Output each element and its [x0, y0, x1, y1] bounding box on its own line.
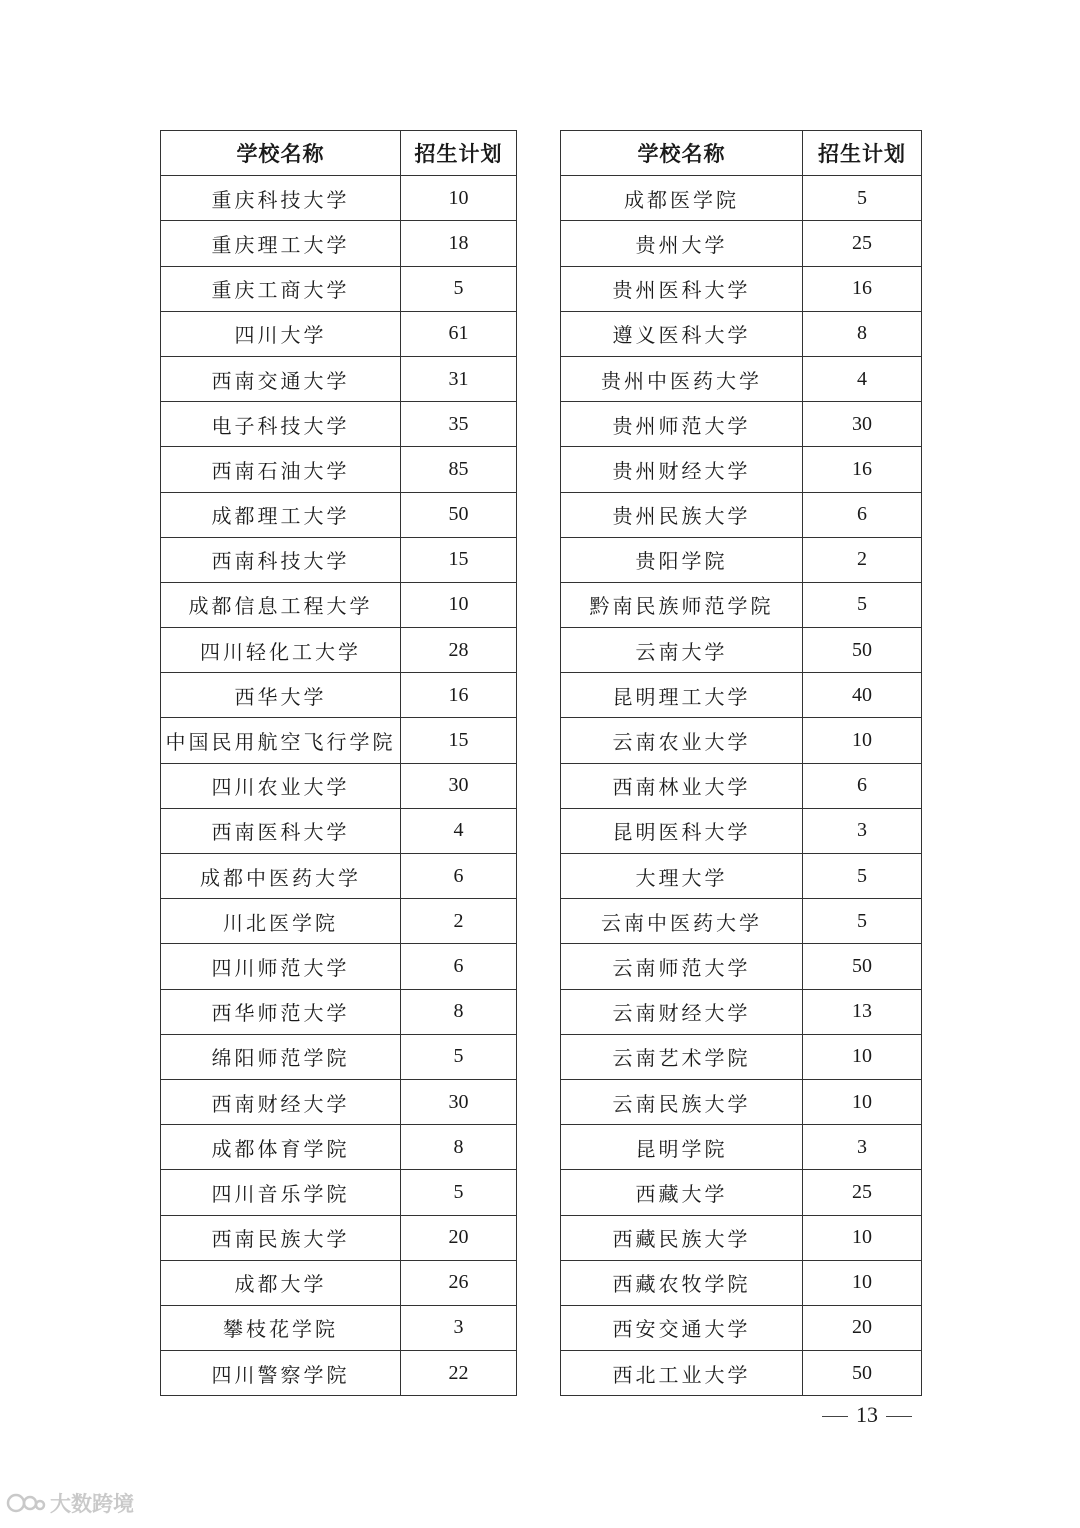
table-row [561, 1305, 922, 1350]
school-name-cell: 西安交通大学 [561, 1305, 803, 1350]
table-row [161, 673, 517, 718]
table-row [561, 1215, 922, 1260]
table-row [561, 1170, 922, 1215]
table-header-row [561, 131, 922, 176]
enrollment-plan-cell: 85 [401, 447, 517, 492]
table-row [161, 221, 517, 266]
table-header-row [161, 131, 517, 176]
table-row [161, 1125, 517, 1170]
table-row [161, 989, 517, 1034]
table-row [161, 763, 517, 808]
enrollment-plan-cell: 8 [401, 1125, 517, 1170]
school-name-cell: 西南科技大学 [161, 537, 401, 582]
school-name-cell: 云南师范大学 [561, 944, 803, 989]
enrollment-plan-cell: 20 [401, 1215, 517, 1260]
school-name-cell: 四川农业大学 [161, 763, 401, 808]
enrollment-plan-cell: 5 [401, 266, 517, 311]
school-name-cell: 重庆科技大学 [161, 176, 401, 221]
enrollment-plan-cell: 5 [803, 582, 922, 627]
school-name-cell: 成都大学 [161, 1260, 401, 1305]
enrollment-plan-cell: 6 [803, 492, 922, 537]
school-name-cell: 成都医学院 [561, 176, 803, 221]
enrollment-plan-cell: 10 [803, 1079, 922, 1124]
table-row [561, 402, 922, 447]
enrollment-table-right [560, 130, 922, 1396]
table-row [561, 176, 922, 221]
school-name-cell: 川北医学院 [161, 899, 401, 944]
table-row [161, 402, 517, 447]
school-name-cell: 成都体育学院 [161, 1125, 401, 1170]
table-row [161, 176, 517, 221]
school-name-cell: 西华大学 [161, 673, 401, 718]
school-name-cell: 云南中医药大学 [561, 899, 803, 944]
school-name-cell: 四川师范大学 [161, 944, 401, 989]
school-name-cell: 西南民族大学 [161, 1215, 401, 1260]
school-name-cell: 四川轻化工大学 [161, 628, 401, 673]
table-row [561, 1351, 922, 1396]
table-row [161, 1215, 517, 1260]
school-name-cell: 西藏民族大学 [561, 1215, 803, 1260]
enrollment-plan-cell: 10 [803, 718, 922, 763]
enrollment-plan-cell: 6 [803, 763, 922, 808]
table-row [561, 1125, 922, 1170]
enrollment-plan-cell: 18 [401, 221, 517, 266]
school-name-cell: 四川大学 [161, 311, 401, 356]
page-number-dash-left [822, 1416, 848, 1417]
school-name-cell: 云南农业大学 [561, 718, 803, 763]
school-name-cell: 大理大学 [561, 854, 803, 899]
table-row [161, 1305, 517, 1350]
table-row [161, 1079, 517, 1124]
school-name-cell: 西南石油大学 [161, 447, 401, 492]
page-number-dash-right [886, 1416, 912, 1417]
enrollment-plan-cell: 16 [803, 447, 922, 492]
enrollment-table-left [160, 130, 517, 1396]
enrollment-plan-cell: 16 [803, 266, 922, 311]
table-row [161, 1260, 517, 1305]
table-row [161, 854, 517, 899]
table-row [561, 989, 922, 1034]
school-name-cell: 四川警察学院 [161, 1351, 401, 1396]
table-row [561, 628, 922, 673]
table-row [161, 808, 517, 853]
enrollment-plan-cell: 5 [401, 1034, 517, 1079]
enrollment-plan-cell: 31 [401, 356, 517, 401]
enrollment-plan-cell: 5 [803, 854, 922, 899]
table-row [561, 537, 922, 582]
enrollment-plan-cell: 26 [401, 1260, 517, 1305]
header-school-name: 学校名称 [561, 131, 803, 176]
school-name-cell: 西藏农牧学院 [561, 1260, 803, 1305]
school-name-cell: 重庆工商大学 [161, 266, 401, 311]
enrollment-plan-cell: 25 [803, 1170, 922, 1215]
school-name-cell: 贵州师范大学 [561, 402, 803, 447]
enrollment-plan-cell: 16 [401, 673, 517, 718]
table-row [561, 808, 922, 853]
table-row [561, 311, 922, 356]
school-name-cell: 西北工业大学 [561, 1351, 803, 1396]
school-name-cell: 重庆理工大学 [161, 221, 401, 266]
school-name-cell: 遵义医科大学 [561, 311, 803, 356]
enrollment-plan-cell: 10 [803, 1034, 922, 1079]
enrollment-plan-cell: 6 [401, 854, 517, 899]
table-row [161, 718, 517, 763]
watermark [6, 1488, 134, 1518]
table-row [561, 582, 922, 627]
table-row [161, 582, 517, 627]
school-name-cell: 西南财经大学 [161, 1079, 401, 1124]
school-name-cell: 贵州大学 [561, 221, 803, 266]
table-row [561, 854, 922, 899]
header-enrollment-plan: 招生计划 [803, 131, 922, 176]
enrollment-plan-cell: 30 [401, 1079, 517, 1124]
school-name-cell: 西华师范大学 [161, 989, 401, 1034]
table-row [561, 718, 922, 763]
school-name-cell: 西南林业大学 [561, 763, 803, 808]
table-row [161, 447, 517, 492]
enrollment-plan-cell: 20 [803, 1305, 922, 1350]
table-row [561, 1034, 922, 1079]
enrollment-plan-cell: 61 [401, 311, 517, 356]
page-number-value: 13 [856, 1402, 878, 1427]
header-school-name: 学校名称 [161, 131, 401, 176]
enrollment-plan-cell: 28 [401, 628, 517, 673]
table-row [161, 266, 517, 311]
school-name-cell: 黔南民族师范学院 [561, 582, 803, 627]
enrollment-plan-cell: 2 [803, 537, 922, 582]
table-row [561, 1260, 922, 1305]
enrollment-plan-cell: 30 [803, 402, 922, 447]
school-name-cell: 绵阳师范学院 [161, 1034, 401, 1079]
school-name-cell: 贵州财经大学 [561, 447, 803, 492]
enrollment-plan-cell: 3 [803, 1125, 922, 1170]
school-name-cell: 成都信息工程大学 [161, 582, 401, 627]
school-name-cell: 贵州民族大学 [561, 492, 803, 537]
enrollment-plan-cell: 3 [401, 1305, 517, 1350]
enrollment-plan-cell: 5 [803, 176, 922, 221]
enrollment-plan-cell: 5 [803, 899, 922, 944]
enrollment-plan-cell: 10 [401, 582, 517, 627]
school-name-cell: 云南财经大学 [561, 989, 803, 1034]
table-body-right [561, 176, 922, 1396]
enrollment-plan-cell: 40 [803, 673, 922, 718]
enrollment-plan-cell: 30 [401, 763, 517, 808]
school-name-cell: 四川音乐学院 [161, 1170, 401, 1215]
school-name-cell: 云南艺术学院 [561, 1034, 803, 1079]
table-row [161, 492, 517, 537]
enrollment-plan-cell: 50 [401, 492, 517, 537]
school-name-cell: 昆明医科大学 [561, 808, 803, 853]
school-name-cell: 电子科技大学 [161, 402, 401, 447]
school-name-cell: 昆明学院 [561, 1125, 803, 1170]
table-row [561, 899, 922, 944]
table-row [561, 1079, 922, 1124]
table-row [161, 311, 517, 356]
school-name-cell: 成都中医药大学 [161, 854, 401, 899]
enrollment-plan-cell: 50 [803, 944, 922, 989]
enrollment-plan-cell: 2 [401, 899, 517, 944]
school-name-cell: 西南交通大学 [161, 356, 401, 401]
table-row [161, 356, 517, 401]
table-row [561, 447, 922, 492]
table-row [561, 221, 922, 266]
enrollment-plan-cell: 10 [401, 176, 517, 221]
enrollment-plan-cell: 4 [401, 808, 517, 853]
table-row [561, 763, 922, 808]
school-name-cell: 云南大学 [561, 628, 803, 673]
table-row [161, 1351, 517, 1396]
table-row [561, 944, 922, 989]
school-name-cell: 昆明理工大学 [561, 673, 803, 718]
school-name-cell: 攀枝花学院 [161, 1305, 401, 1350]
table-row [161, 1034, 517, 1079]
enrollment-plan-cell: 50 [803, 628, 922, 673]
watermark-logo-icon [6, 1490, 46, 1516]
enrollment-plan-cell: 8 [401, 989, 517, 1034]
table-row [161, 944, 517, 989]
school-name-cell: 贵阳学院 [561, 537, 803, 582]
enrollment-plan-cell: 50 [803, 1351, 922, 1396]
school-name-cell: 云南民族大学 [561, 1079, 803, 1124]
school-name-cell: 中国民用航空飞行学院 [161, 718, 401, 763]
table-row [161, 899, 517, 944]
table-row [561, 356, 922, 401]
school-name-cell: 西南医科大学 [161, 808, 401, 853]
enrollment-plan-cell: 25 [803, 221, 922, 266]
header-enrollment-plan: 招生计划 [401, 131, 517, 176]
table-row [561, 673, 922, 718]
table-row [561, 492, 922, 537]
enrollment-plan-cell: 13 [803, 989, 922, 1034]
enrollment-plan-cell: 10 [803, 1215, 922, 1260]
table-body-left [161, 176, 517, 1396]
table-row [161, 1170, 517, 1215]
enrollment-plan-cell: 4 [803, 356, 922, 401]
table-row [161, 628, 517, 673]
school-name-cell: 西藏大学 [561, 1170, 803, 1215]
enrollment-plan-cell: 22 [401, 1351, 517, 1396]
enrollment-plan-cell: 35 [401, 402, 517, 447]
enrollment-plan-cell: 10 [803, 1260, 922, 1305]
watermark-text: 大数跨境 [50, 1492, 134, 1516]
school-name-cell: 贵州中医药大学 [561, 356, 803, 401]
school-name-cell: 贵州医科大学 [561, 266, 803, 311]
enrollment-plan-cell: 15 [401, 718, 517, 763]
table-row [561, 266, 922, 311]
enrollment-plan-cell: 5 [401, 1170, 517, 1215]
school-name-cell: 成都理工大学 [161, 492, 401, 537]
page-number [812, 1402, 922, 1428]
enrollment-plan-cell: 6 [401, 944, 517, 989]
enrollment-plan-cell: 8 [803, 311, 922, 356]
enrollment-plan-cell: 15 [401, 537, 517, 582]
table-row [161, 537, 517, 582]
enrollment-plan-cell: 3 [803, 808, 922, 853]
